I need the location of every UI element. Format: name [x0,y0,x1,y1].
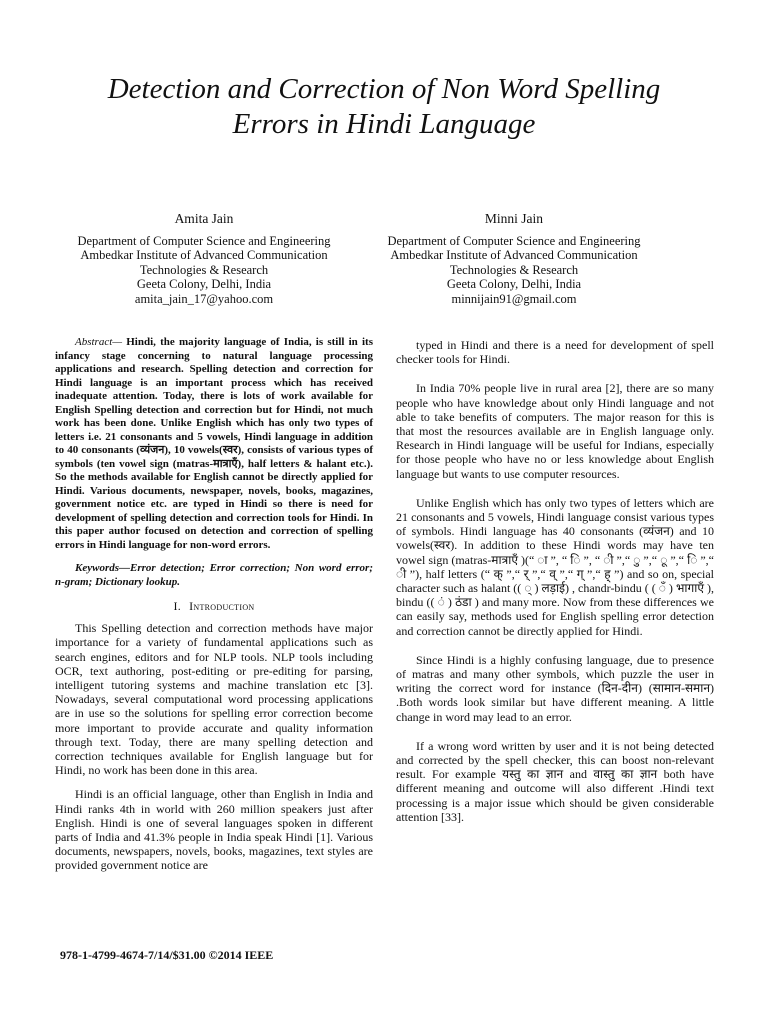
paragraph: Hindi is an official language, other than English in India and Hindi ranks 4th in world with 260 million speakers just after English. Hindi is one of several languages spoken in different parts of India and 41.3% people in India speak Hindi [1]. Various documents, newspapers, novels, books, magazines, text styles are provided government notice are [55,787,373,873]
author-address: Geeta Colony, Delhi, India [136,277,272,291]
author-department: Department of Computer Science and Engineering [77,233,331,248]
keywords: Keywords—Error detection; Error correction; Non word error; n-gram; Dictionary lookup. [55,562,373,588]
author-institute: Ambedkar Institute of Advanced Communication [390,248,638,262]
title-line-1: Detection and Correction of Non Word Spelling [107,73,661,105]
section-title: Introduction [189,599,255,613]
paper-title [60,72,708,142]
author-address: Geeta Colony, Delhi, India [446,277,582,291]
right-column [396,338,714,839]
abstract-body: Hindi, the majority language of India, is still in its infancy stage concerning to natural language processing applications and research. Spelling detection and correction for Hindi language is an important process which has received inadequate attention. Today, there is lots of work available for English Spelling detection and correction but for Hindi, not much work has been done. Unlike English which has only two types of letters i.e. 21 consonants and 5 vowels, Hindi language in addition to 40 consonants (व्यंजन), 10 vowels(स्वर), consists of various types of symbols (ten vowel sign (matras-मात्राएँ), half letters & halant etc.). So the methods available for English cannot be directly applied for Hindi. Various documents, newspaper, novels, books, magazines, government notice etc. are typed in Hindi so there is need for development of spelling detection and correction tools for Hindi. In this paper author focused on detection and correction of spelling errors in Hindi language for non-word errors. [55,336,373,551]
author-block-2 [364,212,664,306]
left-column [55,336,373,883]
author-institute-cont: Technologies & Research [139,262,269,277]
paragraph: If a wrong word written by user and it is not being detected and corrected by the spell checker, this can boost non-relevant result. For example यस्तु का ज्ञान and वास्तु का ज्ञान both have different meaning and outcome will also different .Hindi text processing is a major issue which should be given considerable attention [33]. [396,738,714,824]
author-block-1 [54,212,354,306]
abstract [55,336,373,552]
author-name: Amita Jain [174,211,234,226]
author-institute: Ambedkar Institute of Advanced Communication [80,248,328,262]
author-email[interactable]: minnijain91@gmail.com [451,291,577,306]
paragraph: typed in Hindi and there is a need for development of spell checker tools for Hindi. [396,338,714,367]
paragraph: In India 70% people live in rural area [2], there are so many people who have knowledge about only Hindi language and not able to take benefits of computers. The major reason for this is that most the resources available are in English language only. Research in Hindi language will be useful for Indians, especially for those people who have no or less knowledge about English language but wants to use computer resources. [396,381,714,481]
paragraph: Since Hindi is a highly confusing language, due to presence of matras and many other symbols, which puzzle the user in writing the correct word for instance (दिन-दीन) (सामान-समान) .Both words look similar but have different meaning. A little change in word may lead to an error. [396,652,714,724]
author-institute-cont: Technologies & Research [449,262,579,277]
author-department: Department of Computer Science and Engineering [387,233,641,248]
copyright-footer: 978-1-4799-4674-7/14/$31.00 ©2014 IEEE [60,948,274,962]
section-heading-introduction [55,599,373,613]
title-line-2: Errors in Hindi Language [232,108,536,140]
paragraph: Unlike English which has only two types of letters which are 21 consonants and 5 vowels, Hindi language consist various types of symbols. Hindi language has 40 consonants (व्यंजन) and 10 vowels(स्वर). In addition to these Hindi words may have ten vowel sign (matras-मात्राएँ )(“ ा ”, “ ि ”, “ ी ”,“ ु ”,“ ू ”,“ ि ”,“ ी ”), half letters (“ क् ”,“ र् ”,“ व् ”,“ ग् ”,“ ह् ”) and so on, special character such as halant (( ् ) लड़ाई) , chandr-bindu ( ( ँ ) भागाएँ ), bindu (( ं ) ठंडा ) and many more. Now from these differences we can easily say, methods used for English spelling error detection and correction cannot be directly applied for Hindi. [396,495,714,638]
abstract-lead: Abstract— [75,336,123,348]
author-name: Minni Jain [484,211,544,226]
section-number: I. [173,599,182,613]
author-email[interactable]: amita_jain_17@yahoo.com [134,291,274,306]
paragraph: This Spelling detection and correction methods have major importance for a variety of fundamental applications such as search engines, editors and for NLP tools. NLP tools including OCR, text authoring, post-editing or pre-editing for parsing, intelligent tutoring systems and machine translation etc [3]. Nowadays, several computational word processing applications are in use so the solutions for spelling error correction become more important to provide accurate and quality information through text. Today, there are many spelling detection and correction techniques available for English language but for Hindi, no work has been done in this area. [55,621,373,778]
